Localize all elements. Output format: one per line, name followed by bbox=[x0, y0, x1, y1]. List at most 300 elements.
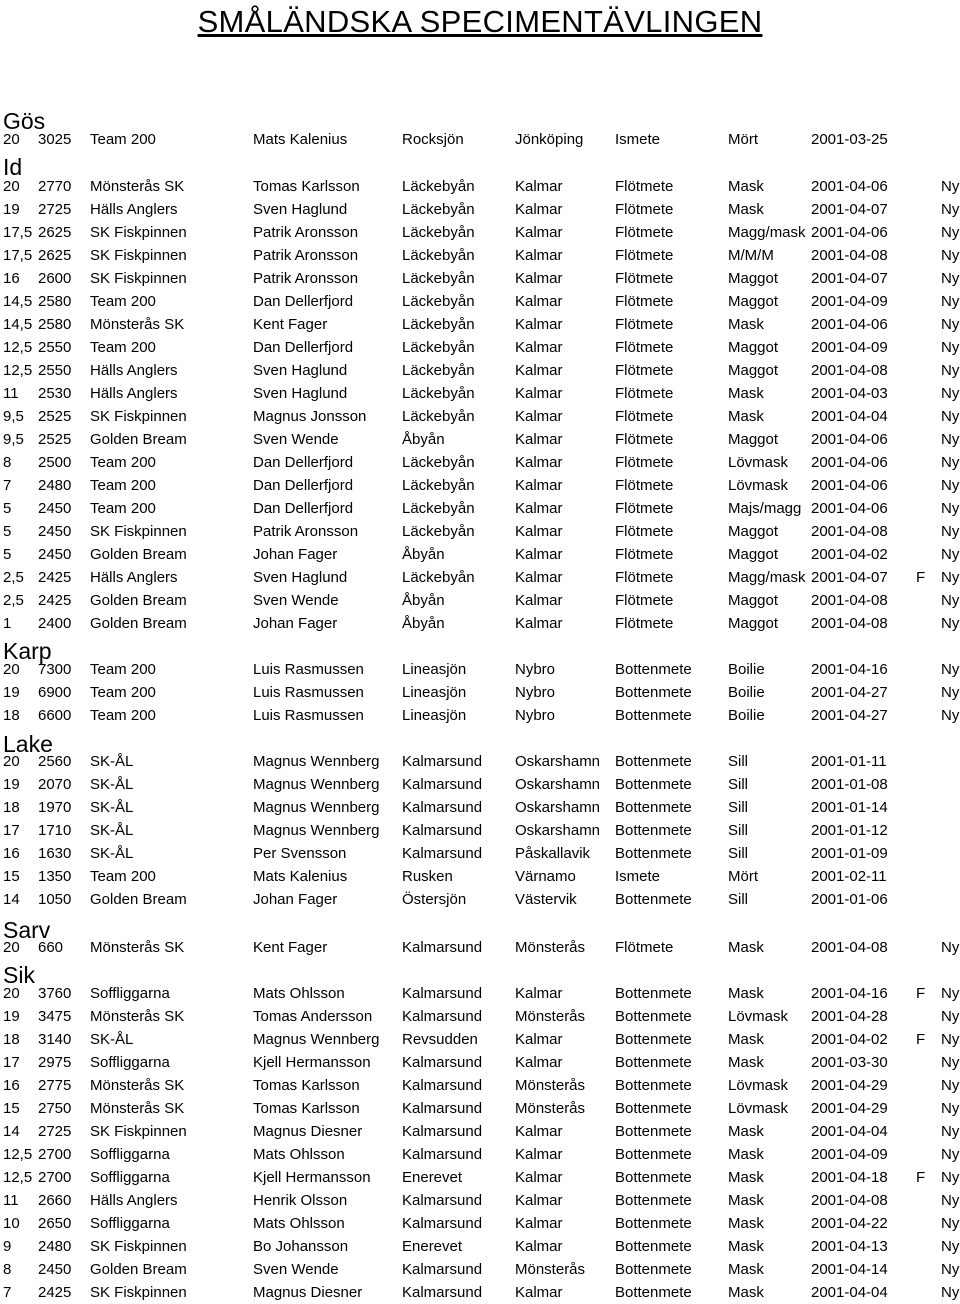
cell-status: Ny bbox=[941, 1192, 960, 1209]
cell-municipality: Kalmar bbox=[515, 1054, 563, 1071]
cell-municipality: Kalmar bbox=[515, 293, 563, 310]
cell-weight: 2400 bbox=[38, 615, 72, 632]
cell-bait: Mask bbox=[728, 1054, 764, 1071]
cell-bait: Sill bbox=[728, 799, 749, 816]
cell-status: Ny bbox=[941, 661, 960, 678]
table-row bbox=[0, 936, 960, 959]
cell-club: Team 200 bbox=[90, 477, 156, 494]
cell-water: Läckebyån bbox=[402, 201, 475, 218]
cell-weight: 2550 bbox=[38, 362, 72, 379]
cell-angler: Sven Wende bbox=[253, 592, 339, 609]
cell-method: Flötmete bbox=[615, 270, 674, 287]
cell-date: 2001-03-30 bbox=[811, 1054, 888, 1071]
cell-municipality: Kalmar bbox=[515, 985, 563, 1002]
cell-bait: Mask bbox=[728, 1031, 764, 1048]
cell-status: Ny bbox=[941, 1031, 960, 1048]
cell-points: 18 bbox=[3, 707, 20, 724]
table-row bbox=[0, 1189, 960, 1212]
cell-date: 2001-04-09 bbox=[811, 1146, 888, 1163]
cell-club: Team 200 bbox=[90, 293, 156, 310]
cell-water: Kalmarsund bbox=[402, 1284, 483, 1301]
cell-method: Flötmete bbox=[615, 385, 674, 402]
cell-bait: Lövmask bbox=[728, 477, 789, 494]
cell-date: 2001-03-25 bbox=[811, 131, 888, 148]
cell-date: 2001-01-12 bbox=[811, 822, 888, 839]
cell-water: Lineasjön bbox=[402, 684, 467, 701]
cell-angler: Tomas Karlsson bbox=[253, 1077, 360, 1094]
cell-water: Rusken bbox=[402, 868, 453, 885]
cell-angler: Kjell Hermansson bbox=[253, 1169, 371, 1186]
cell-points: 2,5 bbox=[3, 569, 24, 586]
cell-club: Golden Bream bbox=[90, 431, 187, 448]
cell-municipality: Kalmar bbox=[515, 1146, 563, 1163]
cell-water: Kalmarsund bbox=[402, 799, 483, 816]
cell-club: SK Fiskpinnen bbox=[90, 224, 187, 241]
cell-method: Flötmete bbox=[615, 408, 674, 425]
section-heading: Gös bbox=[3, 108, 46, 134]
cell-method: Bottenmete bbox=[615, 1284, 692, 1301]
cell-status: Ny bbox=[941, 224, 960, 241]
cell-date: 2001-01-11 bbox=[811, 753, 887, 770]
cell-water: Kalmarsund bbox=[402, 1146, 483, 1163]
cell-method: Bottenmete bbox=[615, 1192, 692, 1209]
cell-angler: Sven Haglund bbox=[253, 201, 348, 218]
cell-bait: Boilie bbox=[728, 684, 765, 701]
cell-angler: Mats Ohlsson bbox=[253, 1146, 345, 1163]
cell-bait: Maggot bbox=[728, 339, 779, 356]
table-row bbox=[0, 313, 960, 336]
cell-bait: M/M/M bbox=[728, 247, 774, 264]
cell-method: Bottenmete bbox=[615, 1054, 692, 1071]
cell-municipality: Kalmar bbox=[515, 1215, 563, 1232]
cell-club: Mönsterås SK bbox=[90, 939, 185, 956]
cell-municipality: Oskarshamn bbox=[515, 822, 601, 839]
cell-date: 2001-01-14 bbox=[811, 799, 888, 816]
cell-municipality: Mönsterås bbox=[515, 1008, 586, 1025]
cell-date: 2001-04-07 bbox=[811, 270, 888, 287]
cell-water: Kalmarsund bbox=[402, 1261, 483, 1278]
cell-water: Lineasjön bbox=[402, 707, 467, 724]
cell-date: 2001-04-02 bbox=[811, 1031, 888, 1048]
cell-water: Kalmarsund bbox=[402, 1008, 483, 1025]
cell-water: Kalmarsund bbox=[402, 1100, 483, 1117]
cell-points: 5 bbox=[3, 523, 12, 540]
cell-municipality: Oskarshamn bbox=[515, 776, 601, 793]
table-row bbox=[0, 842, 960, 865]
cell-flag: F bbox=[916, 569, 926, 586]
cell-points: 14 bbox=[3, 891, 20, 908]
cell-weight: 7300 bbox=[38, 661, 72, 678]
cell-points: 12,5 bbox=[3, 339, 33, 356]
cell-points: 19 bbox=[3, 201, 20, 218]
cell-points: 18 bbox=[3, 799, 20, 816]
table-row bbox=[0, 612, 960, 635]
cell-water: Läckebyån bbox=[402, 316, 475, 333]
table-row bbox=[0, 267, 960, 290]
cell-club: Mönsterås SK bbox=[90, 316, 185, 333]
cell-angler: Sven Haglund bbox=[253, 569, 348, 586]
cell-points: 8 bbox=[3, 454, 12, 471]
cell-bait: Mask bbox=[728, 1284, 764, 1301]
cell-method: Bottenmete bbox=[615, 1215, 692, 1232]
cell-water: Kalmarsund bbox=[402, 1054, 483, 1071]
cell-water: Kalmarsund bbox=[402, 939, 483, 956]
cell-date: 2001-04-08 bbox=[811, 362, 888, 379]
cell-weight: 2070 bbox=[38, 776, 72, 793]
cell-points: 17,5 bbox=[3, 224, 33, 241]
cell-club: Team 200 bbox=[90, 868, 156, 885]
cell-club: SK Fiskpinnen bbox=[90, 270, 187, 287]
cell-status: Ny bbox=[941, 408, 960, 425]
cell-points: 20 bbox=[3, 178, 20, 195]
cell-bait: Maggot bbox=[728, 293, 779, 310]
cell-water: Kalmarsund bbox=[402, 776, 483, 793]
table-row bbox=[0, 750, 960, 773]
cell-status: Ny bbox=[941, 1100, 960, 1117]
cell-status: Ny bbox=[941, 615, 960, 632]
cell-date: 2001-04-29 bbox=[811, 1100, 888, 1117]
cell-date: 2001-04-08 bbox=[811, 1192, 888, 1209]
cell-status: Ny bbox=[941, 500, 960, 517]
table-row bbox=[0, 1281, 960, 1304]
cell-points: 20 bbox=[3, 131, 20, 148]
cell-weight: 2775 bbox=[38, 1077, 72, 1094]
cell-points: 14,5 bbox=[3, 316, 33, 333]
table-row bbox=[0, 1097, 960, 1120]
cell-weight: 2525 bbox=[38, 408, 72, 425]
cell-status: Ny bbox=[941, 1054, 960, 1071]
cell-municipality: Kalmar bbox=[515, 408, 563, 425]
cell-date: 2001-04-16 bbox=[811, 985, 888, 1002]
table-row bbox=[0, 704, 960, 727]
cell-weight: 2725 bbox=[38, 1123, 72, 1140]
cell-club: SK Fiskpinnen bbox=[90, 247, 187, 264]
cell-points: 16 bbox=[3, 1077, 20, 1094]
cell-points: 11 bbox=[3, 385, 19, 402]
cell-method: Flötmete bbox=[615, 316, 674, 333]
cell-method: Flötmete bbox=[615, 546, 674, 563]
cell-angler: Luis Rasmussen bbox=[253, 684, 364, 701]
cell-club: Golden Bream bbox=[90, 592, 187, 609]
cell-water: Läckebyån bbox=[402, 224, 475, 241]
cell-status: Ny bbox=[941, 592, 960, 609]
cell-points: 11 bbox=[3, 1192, 19, 1209]
cell-weight: 2480 bbox=[38, 1238, 72, 1255]
cell-date: 2001-04-18 bbox=[811, 1169, 888, 1186]
cell-municipality: Kalmar bbox=[515, 385, 563, 402]
cell-weight: 2625 bbox=[38, 247, 72, 264]
cell-water: Enerevet bbox=[402, 1238, 463, 1255]
cell-status: Ny bbox=[941, 1123, 960, 1140]
table-row bbox=[0, 359, 960, 382]
cell-municipality: Västervik bbox=[515, 891, 577, 908]
cell-method: Bottenmete bbox=[615, 1008, 692, 1025]
cell-method: Ismete bbox=[615, 131, 661, 148]
cell-municipality: Kalmar bbox=[515, 224, 563, 241]
cell-weight: 2450 bbox=[38, 500, 72, 517]
cell-date: 2001-04-08 bbox=[811, 523, 888, 540]
cell-angler: Luis Rasmussen bbox=[253, 707, 364, 724]
cell-bait: Mask bbox=[728, 1192, 764, 1209]
cell-water: Läckebyån bbox=[402, 178, 475, 195]
cell-angler: Kent Fager bbox=[253, 939, 328, 956]
cell-points: 14,5 bbox=[3, 293, 33, 310]
cell-weight: 2600 bbox=[38, 270, 72, 287]
cell-municipality: Mönsterås bbox=[515, 1077, 586, 1094]
cell-method: Flötmete bbox=[615, 201, 674, 218]
cell-club: SK Fiskpinnen bbox=[90, 408, 187, 425]
table-row bbox=[0, 865, 960, 888]
cell-municipality: Mönsterås bbox=[515, 939, 586, 956]
cell-date: 2001-01-09 bbox=[811, 845, 888, 862]
cell-bait: Lövmask bbox=[728, 1008, 789, 1025]
section-heading: Id bbox=[3, 154, 23, 180]
cell-municipality: Kalmar bbox=[515, 1031, 563, 1048]
cell-date: 2001-04-04 bbox=[811, 1284, 888, 1301]
cell-method: Bottenmete bbox=[615, 1077, 692, 1094]
cell-status: Ny bbox=[941, 1077, 960, 1094]
cell-bait: Sill bbox=[728, 822, 749, 839]
section-heading: Sik bbox=[3, 962, 35, 988]
cell-weight: 2450 bbox=[38, 546, 72, 563]
cell-angler: Dan Dellerfjord bbox=[253, 454, 354, 471]
cell-club: Soffliggarna bbox=[90, 985, 170, 1002]
cell-points: 9,5 bbox=[3, 408, 24, 425]
table-row bbox=[0, 773, 960, 796]
cell-water: Kalmarsund bbox=[402, 1192, 483, 1209]
cell-status: Ny bbox=[941, 523, 960, 540]
cell-date: 2001-04-06 bbox=[811, 316, 888, 333]
cell-water: Läckebyån bbox=[402, 500, 475, 517]
cell-water: Kalmarsund bbox=[402, 1215, 483, 1232]
cell-municipality: Nybro bbox=[515, 661, 556, 678]
cell-club: Hälls Anglers bbox=[90, 569, 178, 586]
cell-municipality: Kalmar bbox=[515, 569, 563, 586]
cell-club: SK-ÅL bbox=[90, 822, 134, 839]
cell-municipality: Jönköping bbox=[515, 131, 584, 148]
cell-water: Lineasjön bbox=[402, 661, 467, 678]
cell-club: Hälls Anglers bbox=[90, 201, 178, 218]
cell-bait: Mask bbox=[728, 385, 764, 402]
cell-date: 2001-04-08 bbox=[811, 247, 888, 264]
cell-bait: Lövmask bbox=[728, 1077, 789, 1094]
cell-date: 2001-04-06 bbox=[811, 500, 888, 517]
cell-water: Läckebyån bbox=[402, 339, 475, 356]
cell-club: Golden Bream bbox=[90, 615, 187, 632]
cell-date: 2001-04-28 bbox=[811, 1008, 888, 1025]
cell-bait: Mask bbox=[728, 201, 764, 218]
cell-bait: Sill bbox=[728, 776, 749, 793]
cell-date: 2001-04-06 bbox=[811, 224, 888, 241]
cell-angler: Johan Fager bbox=[253, 546, 338, 563]
cell-method: Flötmete bbox=[615, 500, 674, 517]
cell-club: SK-ÅL bbox=[90, 1031, 134, 1048]
cell-club: Mönsterås SK bbox=[90, 1100, 185, 1117]
cell-angler: Magnus Wennberg bbox=[253, 822, 380, 839]
cell-method: Flötmete bbox=[615, 362, 674, 379]
cell-angler: Magnus Diesner bbox=[253, 1284, 363, 1301]
cell-date: 2001-04-27 bbox=[811, 707, 888, 724]
cell-weight: 6600 bbox=[38, 707, 72, 724]
cell-bait: Mask bbox=[728, 1146, 764, 1163]
cell-club: Mönsterås SK bbox=[90, 178, 185, 195]
table-row bbox=[0, 1074, 960, 1097]
cell-weight: 1710 bbox=[38, 822, 72, 839]
cell-status: Ny bbox=[941, 1146, 960, 1163]
cell-status: Ny bbox=[941, 362, 960, 379]
cell-date: 2001-04-07 bbox=[811, 569, 888, 586]
cell-weight: 2975 bbox=[38, 1054, 72, 1071]
cell-bait: Sill bbox=[728, 845, 749, 862]
cell-points: 12,5 bbox=[3, 362, 33, 379]
cell-date: 2001-01-06 bbox=[811, 891, 888, 908]
cell-angler: Kent Fager bbox=[253, 316, 328, 333]
cell-weight: 3475 bbox=[38, 1008, 72, 1025]
cell-municipality: Kalmar bbox=[515, 1169, 563, 1186]
cell-municipality: Kalmar bbox=[515, 270, 563, 287]
cell-municipality: Kalmar bbox=[515, 178, 563, 195]
cell-club: Hälls Anglers bbox=[90, 1192, 178, 1209]
cell-water: Östersjön bbox=[402, 891, 467, 908]
cell-weight: 3760 bbox=[38, 985, 72, 1002]
cell-municipality: Kalmar bbox=[515, 1123, 563, 1140]
cell-angler: Tomas Karlsson bbox=[253, 1100, 360, 1117]
cell-municipality: Kalmar bbox=[515, 247, 563, 264]
cell-bait: Maggot bbox=[728, 546, 779, 563]
table-row bbox=[0, 128, 960, 151]
cell-club: Team 200 bbox=[90, 339, 156, 356]
cell-weight: 2650 bbox=[38, 1215, 72, 1232]
cell-angler: Patrik Aronsson bbox=[253, 523, 359, 540]
cell-date: 2001-04-08 bbox=[811, 592, 888, 609]
cell-club: Team 200 bbox=[90, 131, 156, 148]
table-row bbox=[0, 658, 960, 681]
table-row bbox=[0, 566, 960, 589]
cell-date: 2001-04-09 bbox=[811, 293, 888, 310]
cell-water: Kalmarsund bbox=[402, 753, 483, 770]
cell-water: Enerevet bbox=[402, 1169, 463, 1186]
cell-method: Flötmete bbox=[615, 523, 674, 540]
cell-water: Läckebyån bbox=[402, 454, 475, 471]
cell-angler: Magnus Wennberg bbox=[253, 753, 380, 770]
cell-angler: Magnus Diesner bbox=[253, 1123, 363, 1140]
cell-status: Ny bbox=[941, 1215, 960, 1232]
cell-date: 2001-04-27 bbox=[811, 684, 888, 701]
cell-status: Ny bbox=[941, 201, 960, 218]
cell-weight: 2700 bbox=[38, 1169, 72, 1186]
cell-date: 2001-04-29 bbox=[811, 1077, 888, 1094]
cell-method: Flötmete bbox=[615, 431, 674, 448]
cell-weight: 2425 bbox=[38, 1284, 72, 1301]
cell-weight: 2425 bbox=[38, 569, 72, 586]
cell-method: Flötmete bbox=[615, 339, 674, 356]
cell-status: Ny bbox=[941, 178, 960, 195]
section-heading: Sarv bbox=[3, 917, 51, 943]
cell-angler: Sven Haglund bbox=[253, 385, 348, 402]
cell-method: Flötmete bbox=[615, 569, 674, 586]
cell-points: 19 bbox=[3, 776, 20, 793]
cell-method: Flötmete bbox=[615, 293, 674, 310]
cell-club: SK-ÅL bbox=[90, 799, 134, 816]
cell-bait: Maggot bbox=[728, 431, 779, 448]
cell-status: Ny bbox=[941, 385, 960, 402]
cell-angler: Henrik Olsson bbox=[253, 1192, 348, 1209]
cell-angler: Magnus Wennberg bbox=[253, 776, 380, 793]
table-row bbox=[0, 543, 960, 566]
cell-bait: Mört bbox=[728, 131, 758, 148]
cell-points: 12,5 bbox=[3, 1146, 33, 1163]
cell-weight: 2770 bbox=[38, 178, 72, 195]
cell-status: Ny bbox=[941, 270, 960, 287]
cell-angler: Sven Haglund bbox=[253, 362, 348, 379]
cell-method: Ismete bbox=[615, 868, 661, 885]
cell-bait: Mask bbox=[728, 1215, 764, 1232]
cell-bait: Lövmask bbox=[728, 1100, 789, 1117]
cell-bait: Mask bbox=[728, 1169, 764, 1186]
cell-angler: Patrik Aronsson bbox=[253, 224, 359, 241]
cell-status: Ny bbox=[941, 1238, 960, 1255]
cell-points: 17 bbox=[3, 1054, 20, 1071]
cell-method: Flötmete bbox=[615, 224, 674, 241]
cell-municipality: Kalmar bbox=[515, 1284, 563, 1301]
cell-angler: Patrik Aronsson bbox=[253, 270, 359, 287]
cell-bait: Majs/magg bbox=[728, 500, 802, 517]
cell-date: 2001-04-03 bbox=[811, 385, 888, 402]
cell-bait: Mask bbox=[728, 316, 764, 333]
cell-status: Ny bbox=[941, 985, 960, 1002]
cell-weight: 2580 bbox=[38, 293, 72, 310]
cell-method: Bottenmete bbox=[615, 707, 692, 724]
cell-points: 12,5 bbox=[3, 1169, 33, 1186]
table-row bbox=[0, 336, 960, 359]
table-row bbox=[0, 290, 960, 313]
cell-method: Bottenmete bbox=[615, 684, 692, 701]
table-row bbox=[0, 796, 960, 819]
cell-water: Kalmarsund bbox=[402, 822, 483, 839]
cell-date: 2001-04-06 bbox=[811, 454, 888, 471]
cell-status: Ny bbox=[941, 1261, 960, 1278]
cell-date: 2001-04-06 bbox=[811, 431, 888, 448]
cell-weight: 2750 bbox=[38, 1100, 72, 1117]
cell-municipality: Kalmar bbox=[515, 362, 563, 379]
cell-weight: 3140 bbox=[38, 1031, 72, 1048]
cell-date: 2001-04-16 bbox=[811, 661, 888, 678]
cell-municipality: Kalmar bbox=[515, 615, 563, 632]
cell-bait: Maggot bbox=[728, 362, 779, 379]
cell-points: 7 bbox=[3, 1284, 12, 1301]
cell-status: Ny bbox=[941, 316, 960, 333]
cell-status: Ny bbox=[941, 431, 960, 448]
cell-club: Golden Bream bbox=[90, 546, 187, 563]
cell-angler: Sven Wende bbox=[253, 1261, 339, 1278]
cell-flag: F bbox=[916, 1031, 926, 1048]
cell-points: 9,5 bbox=[3, 431, 24, 448]
cell-water: Kalmarsund bbox=[402, 1123, 483, 1140]
table-row bbox=[0, 382, 960, 405]
cell-weight: 1050 bbox=[38, 891, 72, 908]
cell-weight: 1970 bbox=[38, 799, 72, 816]
cell-points: 17,5 bbox=[3, 247, 33, 264]
cell-water: Kalmarsund bbox=[402, 985, 483, 1002]
cell-bait: Magg/mask bbox=[728, 569, 806, 586]
cell-points: 7 bbox=[3, 477, 12, 494]
cell-municipality: Kalmar bbox=[515, 431, 563, 448]
cell-flag: F bbox=[916, 985, 926, 1002]
table-row bbox=[0, 474, 960, 497]
cell-status: Ny bbox=[941, 546, 960, 563]
cell-club: SK Fiskpinnen bbox=[90, 523, 187, 540]
table-row bbox=[0, 520, 960, 543]
